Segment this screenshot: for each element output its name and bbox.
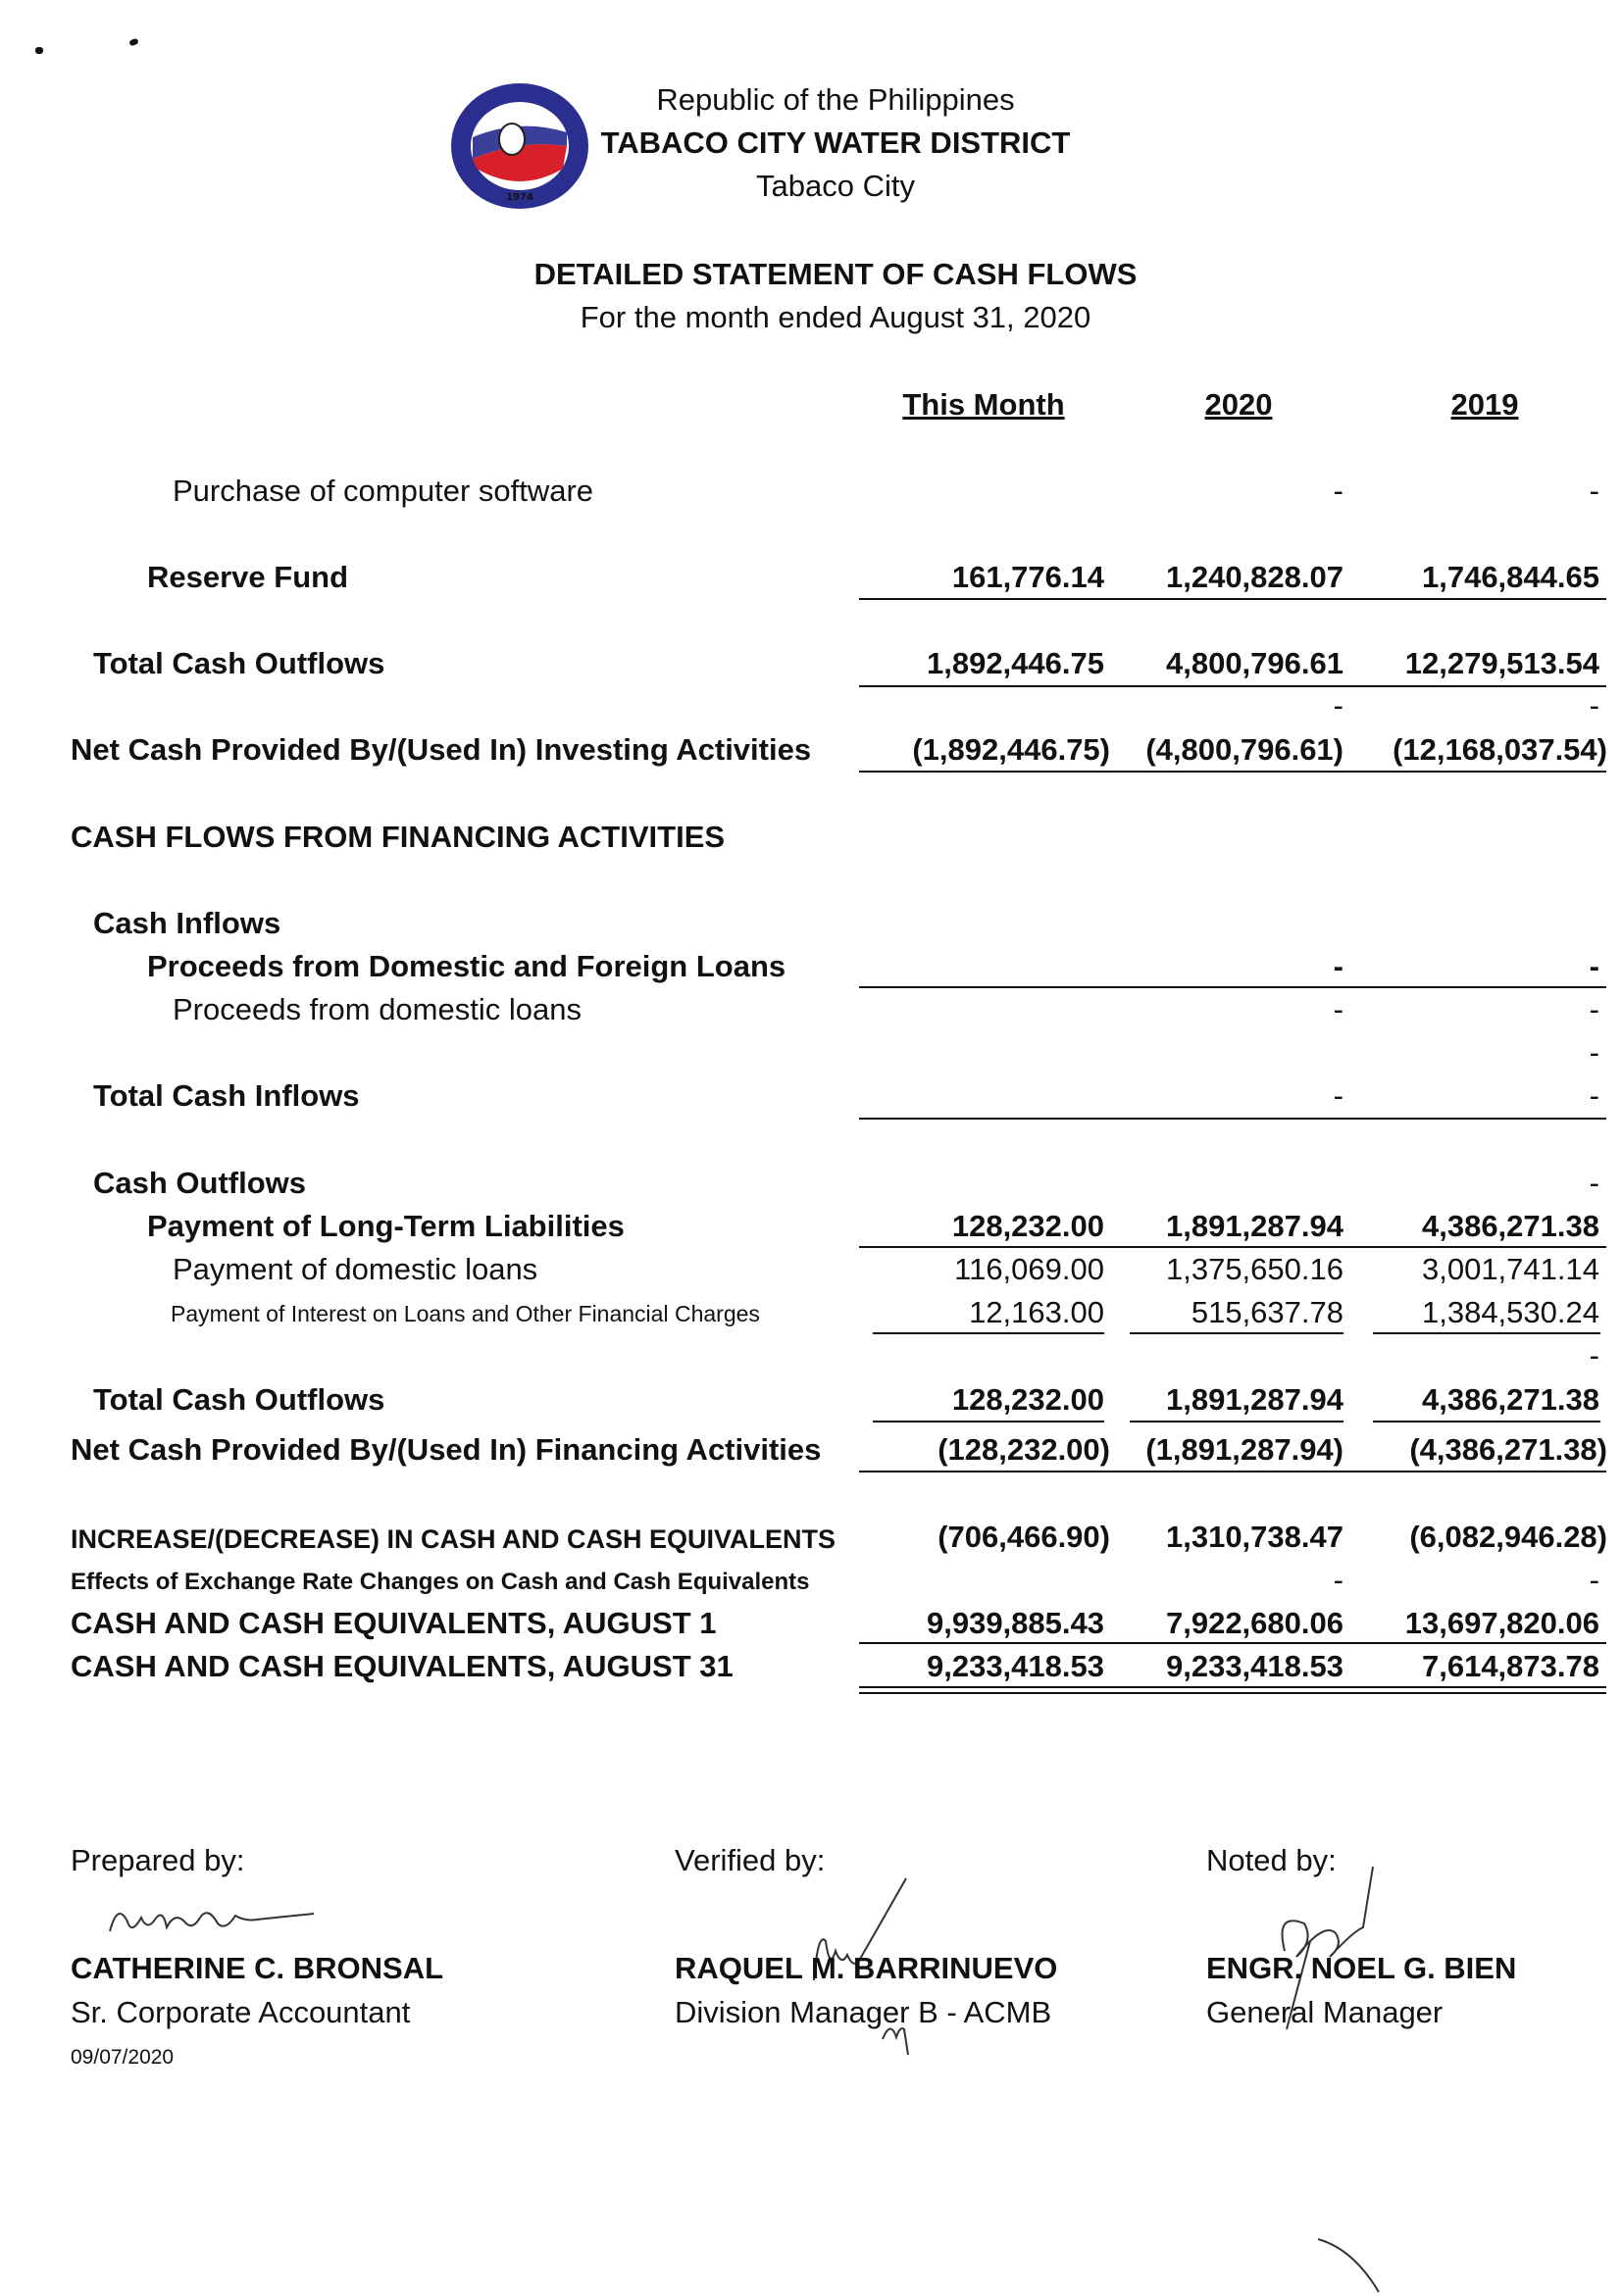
rule-line [859, 986, 1606, 988]
col-header-2019-text: 2019 [1450, 387, 1519, 422]
rule-line [1373, 1421, 1600, 1423]
pen-stroke [1314, 2235, 1393, 2296]
row-label: Net Cash Provided By/(Used In) Financing Activities [71, 1432, 822, 1467]
row-value: 1,375,650.16 [1165, 1252, 1343, 1286]
row-label: Effects of Exchange Rate Changes on Cash and Cash Equivalents [71, 1569, 810, 1595]
row-label: Net Cash Provided By/(Used In) Investing Activities [71, 732, 812, 767]
rule-line [873, 1421, 1104, 1423]
row-label: Reserve Fund [147, 560, 349, 594]
row-label: Payment of domestic loans [173, 1252, 538, 1286]
rule-line [873, 1332, 1104, 1334]
row-label: Purchase of computer software [173, 474, 594, 508]
row-value: - [1589, 1035, 1599, 1070]
row-value: 161,776.14 [951, 560, 1104, 594]
row-value: - [1333, 1078, 1343, 1113]
row-value: - [1589, 949, 1599, 983]
row-value: 116,069.00 [954, 1252, 1104, 1286]
row-value: 4,800,796.61 [1165, 646, 1343, 680]
row-label: INCREASE/(DECREASE) IN CASH AND CASH EQUIVALENTS [71, 1524, 836, 1554]
row-value: - [1333, 1563, 1343, 1597]
double-rule-line [859, 1692, 1606, 1694]
rule-line [859, 1471, 1606, 1472]
row-value: 1,891,287.94 [1165, 1382, 1343, 1417]
row-value: (1,892,446.75) [912, 732, 1110, 767]
noted-by-name: ENGR. NOEL G. BIEN [1206, 1951, 1517, 1985]
verified-by-caption: Verified by: [675, 1843, 826, 1877]
col-header-2020 [1108, 387, 1369, 423]
row-value: 515,637.78 [1191, 1295, 1343, 1329]
double-rule-line [859, 1686, 1606, 1688]
row-value: 4,386,271.38 [1421, 1382, 1599, 1417]
col-header-2020-text: 2020 [1204, 387, 1273, 422]
row-value: 7,922,680.06 [1165, 1606, 1343, 1640]
row-value: 1,892,446.75 [926, 646, 1104, 680]
row-value: (128,232.00) [938, 1432, 1110, 1467]
row-value: 1,891,287.94 [1165, 1209, 1343, 1243]
rule-line [859, 1642, 1606, 1644]
row-label: CASH AND CASH EQUIVALENTS, AUGUST 1 [71, 1606, 717, 1640]
noted-by-role: General Manager [1206, 1995, 1444, 2029]
subsection-heading: Cash Outflows [93, 1166, 307, 1200]
row-value: 9,233,418.53 [1165, 1649, 1343, 1683]
signature-prepared [98, 1892, 333, 1951]
row-value: 128,232.00 [951, 1209, 1104, 1243]
rule-line [859, 685, 1606, 687]
rule-line [1130, 1332, 1343, 1334]
row-label: Total Cash Inflows [93, 1078, 360, 1113]
row-label: Proceeds from Domestic and Foreign Loans [147, 949, 786, 983]
row-value: (4,800,796.61) [1145, 732, 1343, 767]
row-value: - [1589, 992, 1599, 1026]
row-value: - [1333, 688, 1343, 723]
row-value: - [1589, 688, 1599, 723]
subsection-heading: Cash Inflows [93, 906, 281, 940]
row-label: CASH AND CASH EQUIVALENTS, AUGUST 31 [71, 1649, 734, 1683]
row-value: - [1589, 1338, 1599, 1373]
rule-line [859, 598, 1606, 600]
row-value: 7,614,873.78 [1421, 1649, 1599, 1683]
verified-by-name: RAQUEL M. BARRINUEVO [675, 1951, 1058, 1985]
rule-line [859, 771, 1606, 773]
row-value: - [1589, 1166, 1599, 1200]
row-value: 4,386,271.38 [1421, 1209, 1599, 1243]
row-value: (6,082,946.28) [1409, 1520, 1607, 1554]
row-value: - [1333, 949, 1343, 983]
row-value: - [1333, 474, 1343, 508]
col-header-this-month [863, 387, 1104, 423]
prepared-by-role: Sr. Corporate Accountant [71, 1995, 411, 2029]
row-value: (1,891,287.94) [1145, 1432, 1343, 1467]
rule-line [859, 1118, 1606, 1120]
row-value: 1,384,530.24 [1421, 1295, 1599, 1329]
row-value: (4,386,271.38) [1409, 1432, 1607, 1467]
rule-line [859, 1246, 1606, 1248]
rule-line [1130, 1421, 1343, 1423]
prepared-by-caption: Prepared by: [71, 1843, 245, 1877]
row-value: - [1589, 474, 1599, 508]
row-value: - [1589, 1563, 1599, 1597]
row-value: 12,279,513.54 [1404, 646, 1599, 680]
row-label: Total Cash Outflows [93, 1382, 385, 1417]
row-label: Payment of Long-Term Liabilities [147, 1209, 625, 1243]
prepared-by-name: CATHERINE C. BRONSAL [71, 1951, 444, 1985]
scan-mark [128, 38, 139, 47]
row-value: 13,697,820.06 [1404, 1606, 1599, 1640]
scan-mark [35, 47, 43, 54]
row-label: Proceeds from domestic loans [173, 992, 582, 1026]
country-line: Republic of the Philippines [656, 82, 1015, 117]
row-value: (706,466.90) [938, 1520, 1110, 1554]
svg-text:1974: 1974 [506, 192, 533, 203]
city-line: Tabaco City [756, 169, 915, 203]
row-value: (12,168,037.54) [1393, 732, 1607, 767]
row-value: 1,746,844.65 [1421, 560, 1599, 594]
row-value: 12,163.00 [969, 1295, 1104, 1329]
statement-period: For the month ended August 31, 2020 [580, 300, 1091, 334]
statement-title: DETAILED STATEMENT OF CASH FLOWS [533, 257, 1138, 291]
row-value: 9,233,418.53 [926, 1649, 1104, 1683]
row-label: Payment of Interest on Loans and Other Financial Charges [171, 1301, 760, 1326]
row-value: - [1589, 1078, 1599, 1113]
organization-name: TABACO CITY WATER DISTRICT [600, 125, 1071, 160]
row-value: 3,001,741.14 [1421, 1252, 1599, 1286]
col-header-2019 [1363, 387, 1606, 423]
noted-by-caption: Noted by: [1206, 1843, 1337, 1877]
col-header-this-month-text: This Month [902, 387, 1065, 422]
row-value: 1,240,828.07 [1165, 560, 1343, 594]
row-value: - [1333, 992, 1343, 1026]
verified-by-role: Division Manager B - ACMB [675, 1995, 1052, 2029]
rule-line [1373, 1332, 1600, 1334]
section-heading: CASH FLOWS FROM FINANCING ACTIVITIES [71, 820, 726, 854]
row-value: 9,939,885.43 [926, 1606, 1104, 1640]
row-label: Total Cash Outflows [93, 646, 385, 680]
row-value: 1,310,738.47 [1165, 1520, 1343, 1554]
row-value: 128,232.00 [951, 1382, 1104, 1417]
prepared-by-date: 09/07/2020 [71, 2046, 175, 2069]
